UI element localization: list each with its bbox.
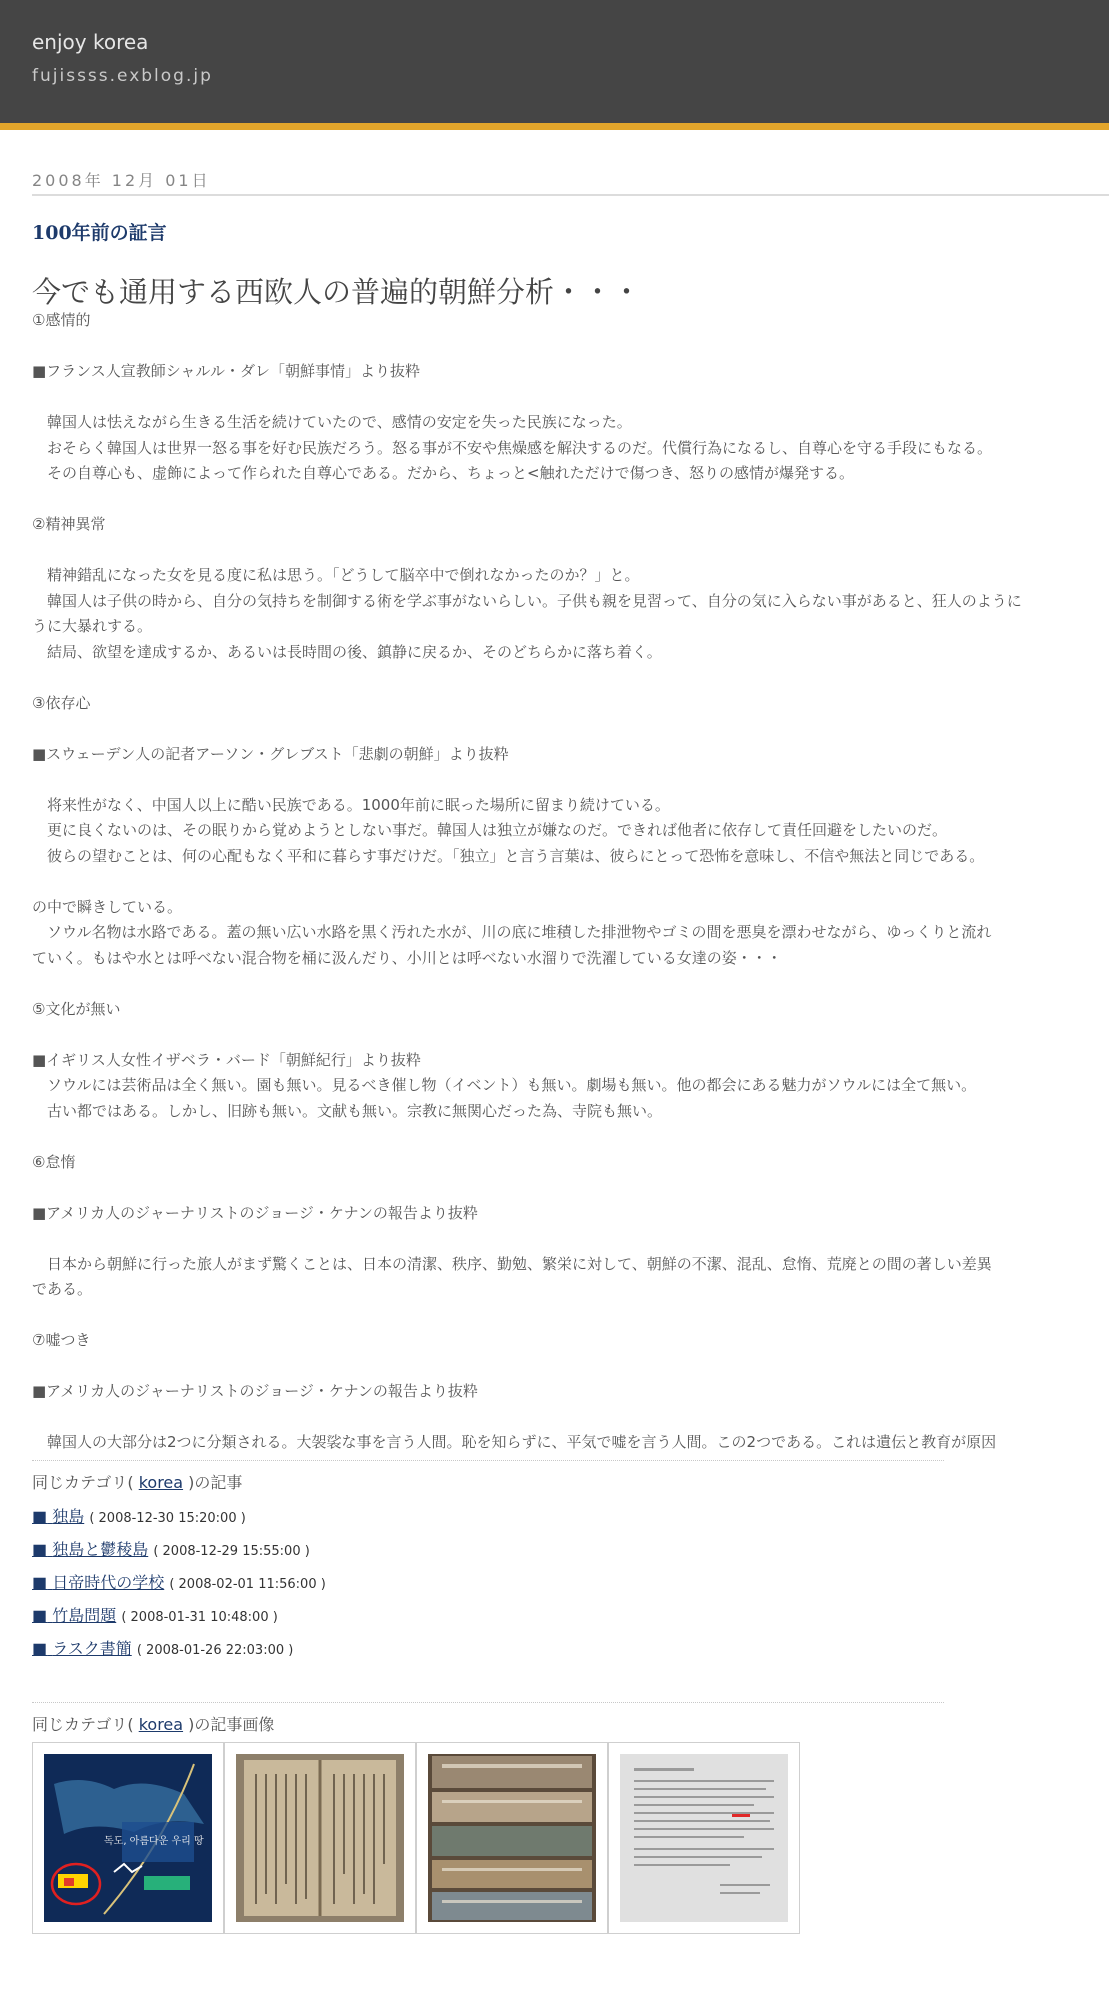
post-headline: 今でも通用する西欧人の普遍的朝鮮分析・・・	[32, 275, 642, 309]
post-body-line: ■イギリス人女性イザベラ・バード「朝鮮紀行」より抜粋	[32, 1050, 421, 1069]
related-image-strip	[32, 1742, 800, 1934]
bullet-icon: ■	[32, 1639, 48, 1658]
thumbnail-old-document[interactable]	[224, 1742, 416, 1934]
post-body-line: ③依存心	[32, 693, 91, 712]
post-body-line: ■アメリカ人のジャーナリストのジョージ・ケナンの報告より抜粋	[32, 1382, 478, 1400]
post-body-line	[32, 869, 1109, 895]
related-articles-list	[32, 1500, 326, 1665]
post-body-line: ⑦嘘つき	[32, 1331, 91, 1349]
related-article-item	[32, 1533, 326, 1566]
letter-image	[620, 1754, 788, 1922]
blog-title[interactable]: enjoy korea	[32, 30, 149, 54]
post-body	[32, 308, 1109, 1456]
bullet-icon: ■	[32, 1540, 48, 1559]
post-body-line	[32, 1303, 1109, 1329]
related-article-title: ラスク書簡	[52, 1639, 132, 1658]
post-body-line: 将来性がなく、中国人以上に酷い民族である。1000年前に眠った場所に留まり続けている。	[32, 795, 670, 814]
related-prefix: 同じカテゴリ(	[32, 1473, 134, 1492]
related-article-title: 日帝時代の学校	[52, 1573, 165, 1592]
related-article-timestamp: ( 2008-01-31 10:48:00 )	[121, 1610, 278, 1625]
post-body-line	[32, 716, 1109, 742]
related-article-link[interactable]	[32, 1606, 116, 1625]
post-body-line: うに大暴れする。	[32, 617, 153, 635]
document-image	[236, 1754, 404, 1922]
date-divider	[32, 194, 1109, 196]
post-body-line	[32, 1022, 1109, 1048]
post-body-line	[32, 1405, 1109, 1431]
related-article-link[interactable]	[32, 1639, 132, 1658]
blog-url[interactable]: fujissss.exblog.jp	[32, 66, 213, 86]
post-body-line: ■アメリカ人のジャーナリストのジョージ・ケナンの報告より抜粋	[32, 1203, 478, 1222]
post-body-line: ■スウェーデン人の記者アーソン・グレブスト「悲劇の朝鮮」より抜粋	[32, 744, 509, 763]
post-body-line: その自尊心も、虚飾によって作られた自尊心である。だから、ちょっと<触れただけで傷つき、怒りの感情が爆発する。	[32, 464, 854, 482]
post-body-line: 韓国人は子供の時から、自分の気持ちを制御する術を学ぶ事がないらしい。子供も親を見習って、自分の気に入らない事があると、狂人のように	[32, 591, 1022, 610]
poster-caption: 독도, 아름다운 우리 땅	[104, 1836, 204, 1847]
related-images-divider	[32, 1702, 944, 1703]
post-body-line: 結局、欲望を達成するか、あるいは長時間の後、鎮静に戻るか、そのどちらかに落ち着く。	[32, 642, 662, 661]
thumbnail-poster[interactable]	[32, 1742, 224, 1934]
post-body-line: ②精神異常	[32, 515, 106, 533]
post-body-line: ■フランス人宣教師シャルル・ダレ「朝鮮事情」より抜粋	[32, 362, 421, 380]
poster-image	[44, 1754, 212, 1922]
post-body-line	[32, 487, 1109, 513]
post-body-line: 更に良くないのは、その眠りから覚めようとしない事だ。韓国人は独立が嫌なのだ。できれば他者に依存して責任回避をしたいのだ。	[32, 821, 948, 839]
post-body-line	[32, 334, 1109, 360]
related-article-item	[32, 1632, 326, 1665]
post-body-line	[32, 665, 1109, 691]
post-body-line: 古い都ではある。しかし、旧跡も無い。文献も無い。宗教に無関心だった為、寺院も無い。	[32, 1101, 663, 1120]
post-body-line: の中で瞬きしている。	[32, 897, 183, 916]
related-article-link[interactable]	[32, 1507, 84, 1526]
post-body-line	[32, 971, 1109, 997]
related-article-title: 竹島問題	[52, 1606, 117, 1625]
blog-header	[0, 0, 1109, 123]
post-body-line	[32, 1124, 1109, 1150]
related-article-link[interactable]	[32, 1573, 164, 1592]
category-link[interactable]: korea	[138, 1715, 184, 1734]
post-body-line	[32, 1354, 1109, 1380]
post-body-line: 韓国人の大部分は2つに分類される。大袈裟な事を言う人間。恥を知らずに、平気で嘘を言う人間。この2つである。これは遺伝と教育が原因	[32, 1433, 997, 1451]
related-article-item	[32, 1599, 326, 1632]
post-body-line: である。	[32, 1280, 93, 1298]
related-article-item	[32, 1500, 326, 1533]
thumbnail-typed-letter[interactable]	[608, 1742, 800, 1934]
post-body-line: ていく。もはや水とは呼べない混合物を桶に汲んだり、小川とは呼べない水溜りで洗濯している女達の姿・・・	[32, 948, 782, 967]
category-link[interactable]: korea	[138, 1473, 184, 1492]
post-body-line: おそらく韓国人は世界一怒る事を好む民族だろう。怒る事が不安や焦燥感を解決するのだ。代償行為になるし、自尊心を守る手段にもなる。	[32, 438, 993, 457]
post-body-line	[32, 385, 1109, 411]
related-article-title: 独島	[52, 1507, 85, 1526]
thumbnail-photo-collage[interactable]	[416, 1742, 608, 1934]
related-article-item	[32, 1566, 326, 1599]
post-body-line: 韓国人は怯えながら生きる生活を続けていたので、感情の安定を失った民族になった。	[32, 413, 632, 431]
post-body-line	[32, 767, 1109, 793]
collage-image	[428, 1754, 596, 1922]
related-prefix: 同じカテゴリ(	[32, 1715, 134, 1734]
post-body-line: ソウルには芸術品は全く無い。園も無い。見るべき催し物（イベント）も無い。劇場も無い。他の都会にある魅力がソウルには全て無い。	[32, 1076, 977, 1094]
header-accent-bar	[0, 123, 1109, 130]
bullet-icon: ■	[32, 1507, 48, 1526]
post-body-line: 日本から朝鮮に行った旅人がまず驚くことは、日本の清潔、秩序、勤勉、繁栄に対して、朝鮮の不潔、混乱、怠惰、荒廃との間の著しい差異	[32, 1254, 992, 1273]
related-images-heading	[32, 1712, 274, 1735]
post-title[interactable]: 100年前の証言	[32, 222, 167, 244]
post-body-line	[32, 538, 1109, 564]
related-articles-heading	[32, 1470, 242, 1493]
related-article-timestamp: ( 2008-02-01 11:56:00 )	[169, 1577, 326, 1592]
post-date: 2008年 12月 01日	[32, 171, 211, 190]
related-suffix: )の記事画像	[188, 1715, 275, 1734]
related-articles-divider	[32, 1460, 944, 1461]
post-body-line: 彼らの望むことは、何の心配もなく平和に暮らす事だけだ。「独立」と言う言葉は、彼らにとって恐怖を意味し、不信や無法と同じである。	[32, 846, 985, 865]
related-suffix: )の記事	[188, 1473, 243, 1492]
post-body-line: ⑤文化が無い	[32, 999, 121, 1018]
post-body-line	[32, 1175, 1109, 1201]
post-body-line: ①感情的	[32, 311, 91, 329]
related-article-timestamp: ( 2008-12-30 15:20:00 )	[89, 1511, 246, 1526]
post-body-line: 精神錯乱になった女を見る度に私は思う。「どうして脳卒中で倒れなかったのか？」と。	[32, 566, 640, 584]
related-article-timestamp: ( 2008-01-26 22:03:00 )	[136, 1643, 294, 1658]
bullet-icon: ■	[32, 1606, 48, 1625]
post-body-line	[32, 1226, 1109, 1252]
related-article-link[interactable]	[32, 1540, 148, 1559]
related-article-timestamp: ( 2008-12-29 15:55:00 )	[153, 1544, 310, 1559]
post-body-line: ⑥怠惰	[32, 1152, 76, 1171]
related-article-title: 独島と鬱稜島	[52, 1540, 149, 1559]
bullet-icon: ■	[32, 1573, 48, 1592]
post-body-line: ソウル名物は水路である。蓋の無い広い水路を黒く汚れた水が、川の底に堆積した排泄物やゴミの間を悪臭を漂わせながら、ゆっくりと流れ	[32, 923, 992, 941]
